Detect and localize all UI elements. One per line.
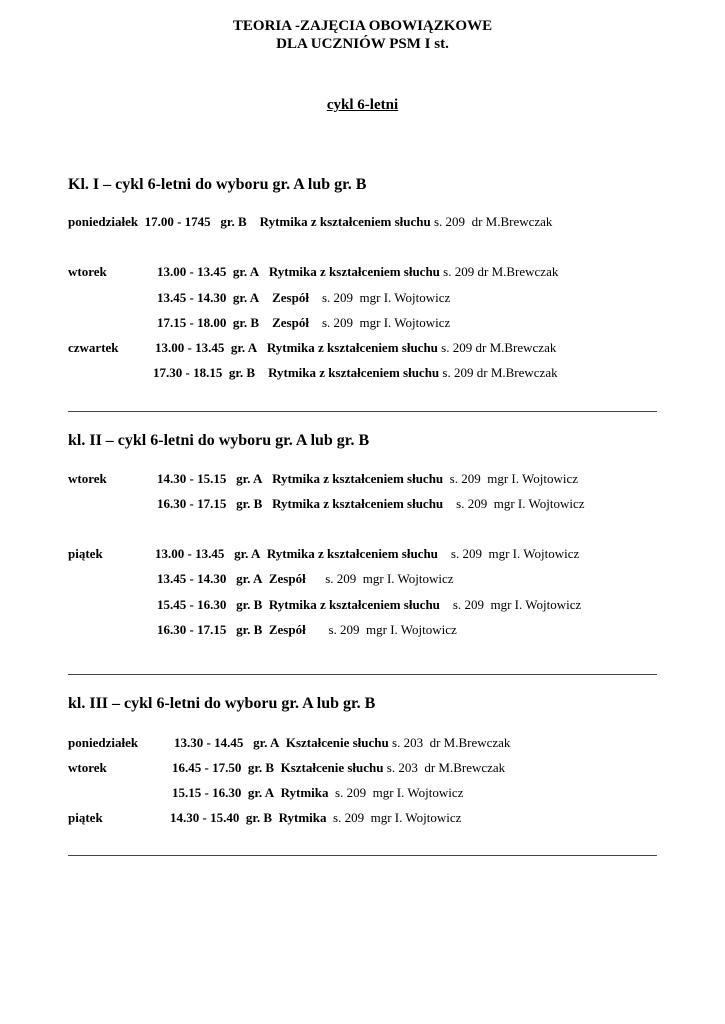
- section-heading-class-1: Kl. I – cykl 6-letni do wyboru gr. A lub gr. B: [68, 176, 367, 193]
- group-label: gr. A: [232, 264, 260, 279]
- document-title-line2: DLA UCZNIÓW PSM I st.: [276, 36, 449, 52]
- day-label: wtorek: [68, 471, 107, 486]
- group-label: gr. B: [236, 622, 263, 637]
- time-range: 17.15 - 18.00: [157, 315, 227, 330]
- subject-name: Rytmika z kształceniem słuchu: [272, 496, 444, 511]
- subject-name: Rytmika z kształceniem słuchu: [272, 471, 444, 486]
- day-label: poniedziałek: [68, 214, 139, 229]
- time-range: 13.45 - 14.30: [157, 571, 227, 586]
- time-range: 15.45 - 16.30: [157, 597, 227, 612]
- teacher: mgr I. Wojtowicz: [362, 571, 454, 586]
- teacher: mgr I. Wojtowicz: [493, 496, 585, 511]
- time-range: 16.30 - 17.15: [157, 622, 227, 637]
- group-label: gr. A: [232, 290, 260, 305]
- subject-name: Zespół: [272, 290, 309, 305]
- time-range: 14.30 - 15.15: [157, 471, 227, 486]
- subject-name: Zespół: [272, 315, 309, 330]
- teacher: dr M.Brewczak: [424, 760, 506, 775]
- subject-name: Rytmika z kształceniem słuchu: [266, 340, 438, 355]
- schedule-row: [155, 340, 556, 356]
- section-heading-class-2: kl. II – cykl 6-letni do wyboru gr. A lub gr. B: [68, 432, 370, 449]
- schedule-row: [157, 622, 457, 638]
- group-label: gr. A: [236, 471, 263, 486]
- schedule-row: [153, 365, 558, 381]
- room: s. 209: [450, 546, 482, 561]
- teacher: dr M.Brewczak: [476, 365, 558, 380]
- room: s. 203: [386, 760, 418, 775]
- room: s. 209: [335, 785, 367, 800]
- room: s. 209: [442, 365, 474, 380]
- group-label: gr. B: [236, 597, 263, 612]
- room: s. 209: [456, 496, 488, 511]
- time-range: 13.00 - 13.45: [157, 264, 227, 279]
- group-label: gr. B: [245, 810, 273, 825]
- teacher: dr M.Brewczak: [475, 340, 557, 355]
- schedule-row: [157, 571, 454, 587]
- teacher: mgr I. Wojtowicz: [488, 546, 580, 561]
- teacher: dr M.Brewczak: [471, 214, 553, 229]
- teacher: mgr I. Wojtowicz: [490, 597, 582, 612]
- subject-name: Rytmika: [280, 785, 329, 800]
- schedule-row: [157, 471, 578, 487]
- subject-name: Rytmika: [278, 810, 327, 825]
- group-label: gr. B: [220, 214, 247, 229]
- time-range: 13.45 - 14.30: [157, 290, 227, 305]
- subject-name: Zespół: [268, 571, 306, 586]
- document-title-line1: TEORIA -ZAJĘCIA OBOWIĄZKOWE: [232, 18, 493, 34]
- subject-name: Rytmika z kształceniem słuchu: [268, 264, 440, 279]
- day-label: wtorek: [68, 760, 107, 775]
- day-label: wtorek: [68, 264, 107, 279]
- schedule-row: [68, 214, 552, 230]
- schedule-row: [174, 735, 510, 751]
- group-label: gr. B: [228, 365, 256, 380]
- room: s. 209: [321, 315, 353, 330]
- time-range: 13.00 - 13.45: [155, 340, 225, 355]
- schedule-row: [157, 315, 450, 331]
- time-range: 16.45 - 17.50: [172, 760, 242, 775]
- teacher: mgr I. Wojtowicz: [370, 810, 462, 825]
- teacher: dr M.Brewczak: [429, 735, 511, 750]
- day-label: czwartek: [68, 340, 119, 355]
- schedule-row: [157, 264, 558, 280]
- subject-name: Zespół: [268, 622, 306, 637]
- time-range: 14.30 - 15.40: [170, 810, 240, 825]
- section-divider: [68, 855, 657, 856]
- teacher: mgr I. Wojtowicz: [359, 315, 451, 330]
- time-range: 13.00 - 13.45: [155, 546, 225, 561]
- schedule-row: [157, 597, 581, 613]
- section-heading-class-3: kl. III – cykl 6-letni do wyboru gr. A lub gr. B: [68, 695, 376, 712]
- schedule-row: [172, 760, 505, 776]
- group-label: gr. A: [230, 340, 258, 355]
- day-label: piątek: [68, 546, 103, 561]
- section-divider: [68, 674, 657, 675]
- subject-name: Rytmika z kształceniem słuchu: [268, 597, 440, 612]
- subject-name: Rytmika z kształceniem słuchu: [268, 365, 440, 380]
- group-label: gr. B: [232, 315, 260, 330]
- subject-name: Rytmika z kształceniem słuchu: [266, 546, 438, 561]
- subject-name: Kształcenie słuchu: [280, 760, 384, 775]
- section-divider: [68, 411, 657, 412]
- time-range: 13.30 - 14.45: [174, 735, 244, 750]
- group-label: gr. A: [253, 735, 280, 750]
- teacher: mgr I. Wojtowicz: [487, 471, 579, 486]
- room: s. 209: [328, 622, 360, 637]
- group-label: gr. B: [236, 496, 263, 511]
- group-label: gr. A: [236, 571, 263, 586]
- room: s. 209: [434, 214, 466, 229]
- time-range: 17.30 - 18.15: [153, 365, 223, 380]
- group-label: gr. A: [247, 785, 275, 800]
- time-range: 16.30 - 17.15: [157, 496, 227, 511]
- cycle-subtitle: cykl 6-letni: [326, 97, 399, 113]
- room: s. 209: [333, 810, 365, 825]
- teacher: dr M.Brewczak: [477, 264, 559, 279]
- group-label: gr. B: [247, 760, 275, 775]
- room: s. 209: [443, 264, 475, 279]
- schedule-row: [157, 496, 585, 512]
- teacher: mgr I. Wojtowicz: [372, 785, 464, 800]
- group-label: gr. A: [234, 546, 261, 561]
- room: s. 209: [452, 597, 484, 612]
- schedule-row: [157, 290, 450, 306]
- schedule-row: [172, 785, 463, 801]
- day-label: piątek: [68, 810, 103, 825]
- schedule-row: [170, 810, 461, 826]
- teacher: mgr I. Wojtowicz: [359, 290, 451, 305]
- room: s. 209: [325, 571, 357, 586]
- time-range: 17.00 - 1745: [144, 214, 211, 229]
- room: s. 203: [392, 735, 424, 750]
- schedule-row: [155, 546, 579, 562]
- teacher: mgr I. Wojtowicz: [366, 622, 457, 637]
- subject-name: Kształcenie słuchu: [285, 735, 389, 750]
- day-label: poniedziałek: [68, 735, 139, 750]
- subject-name: Rytmika z kształceniem słuchu: [259, 214, 431, 229]
- room: s. 209: [449, 471, 481, 486]
- room: s. 209: [321, 290, 353, 305]
- room: s. 209: [441, 340, 473, 355]
- time-range: 15.15 - 16.30: [172, 785, 242, 800]
